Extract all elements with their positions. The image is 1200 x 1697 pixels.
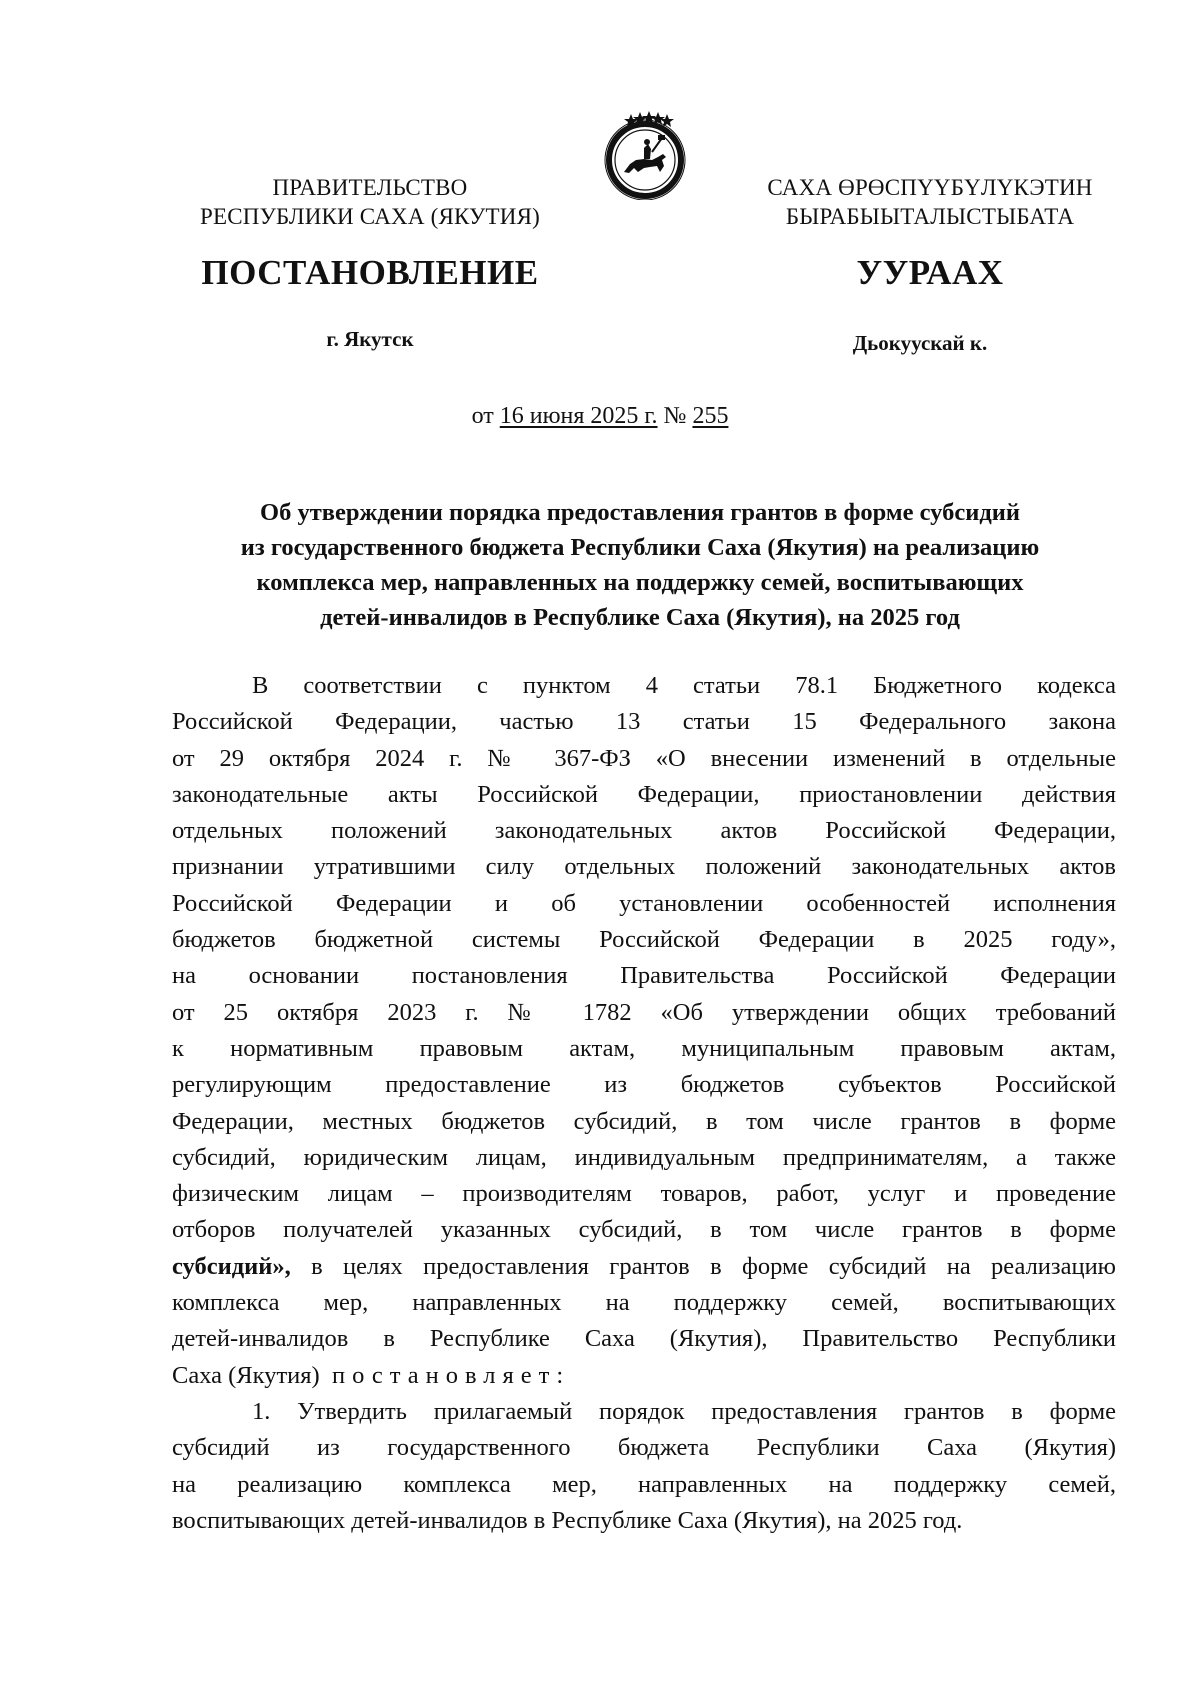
body-fragment: в целях предоставления грантов в форме субсидий на реализацию [290, 1252, 1116, 1280]
body-line: Федерации, местных бюджетов субсидий, в том числе грантов в форме [172, 1107, 1116, 1135]
header-right-line-2: БЫРАБЫЫТАЛЫСТЫБАТА [785, 204, 1075, 229]
document-number: 255 [692, 403, 729, 429]
body-line: от 29 октября 2024 г. № 367-ФЗ «О внесении изменений в отдельные [172, 744, 1116, 772]
body-line: воспитывающих детей-инвалидов в Республике Саха (Якутия), на 2025 год. [172, 1506, 963, 1534]
document-type-sah: УУРААХ [856, 253, 1004, 292]
header-right-sah [745, 173, 1115, 231]
city-sah: Дьокуускай к. [852, 331, 988, 355]
body-line: отдельных положений законодательных актов Российской Федерации, [172, 817, 1116, 845]
heading-line: Об утверждении порядка предоставления грантов в форме субсидий [260, 499, 1020, 526]
body-line: от 25 октября 2023 г. № 1782 «Об утверждении общих требований [172, 998, 1116, 1026]
body-fragment: Саха (Якутия) [172, 1361, 320, 1389]
city-ru: г. Якутск [326, 327, 414, 351]
number-sign: № [663, 403, 687, 429]
body-line: Российской Федерации, частью 13 статьи 15 Федерального закона [172, 708, 1116, 736]
body-line: 1. Утвердить прилагаемый порядок предоставления грантов в форме [252, 1397, 1116, 1425]
body-line: к нормативным правовым актам, муниципальным правовым актам, [172, 1034, 1116, 1062]
heading-line: из государственного бюджета Республики Саха (Якутия) на реализацию [240, 534, 1040, 561]
coat-of-arms-emblem [600, 110, 690, 200]
date-prefix: от [471, 403, 494, 429]
body-line: комплекса мер, направленных на поддержку семей, воспитывающих [172, 1289, 1116, 1317]
document-heading [160, 495, 1120, 635]
body-bold-fragment: субсидий», [172, 1252, 291, 1280]
body-line: законодательные акты Российской Федерации, приостановлении действия [172, 780, 1116, 808]
body-line: субсидий из государственного бюджета Республики Саха (Якутия) [172, 1434, 1116, 1462]
heading-line: комплекса мер, направленных на поддержку семей, воспитывающих [256, 569, 1024, 596]
body-line: В соответствии с пунктом 4 статьи 78.1 Бюджетного кодекса [252, 672, 1116, 699]
body-line: признании утратившими силу отдельных положений законодательных актов [172, 853, 1116, 881]
body-line: на реализацию комплекса мер, направленных на поддержку семей, [172, 1470, 1116, 1498]
header-left-line-1: ПРАВИТЕЛЬСТВО [272, 175, 468, 200]
body-line: субсидий, юридическим лицам, индивидуальным предпринимателям, а также [172, 1143, 1116, 1171]
header-left-line-2: РЕСПУБЛИКИ САХА (ЯКУТИЯ) [199, 204, 541, 229]
heading-line: детей-инвалидов в Республике Саха (Якутия), на 2025 год [320, 604, 960, 631]
body-line: бюджетов бюджетной системы Российской Федерации в 2025 году», [172, 926, 1116, 954]
body-line [172, 1358, 1116, 1394]
body-line: отборов получателей указанных субсидий, в том числе грантов в форме [172, 1216, 1116, 1244]
document-date: 16 июня 2025 г. [499, 403, 658, 429]
body-line [172, 1249, 1116, 1285]
document-body [172, 668, 1116, 1539]
body-line: регулирующим предоставление из бюджетов субъектов Российской [172, 1071, 1116, 1099]
body-line: физическим лицам – производителям товаров, работ, услуг и проведение [172, 1180, 1116, 1208]
header-left-ru [190, 173, 550, 231]
body-line: на основании постановления Правительства Российской Федерации [172, 962, 1116, 990]
body-line: детей-инвалидов в Республике Саха (Якутия), Правительство Республики [172, 1325, 1116, 1353]
header-right-line-1: САХА ӨРӨСПҮҮБҮЛҮКЭТИН [767, 175, 1093, 200]
document-date-line [0, 403, 1200, 430]
resolves-word: постановляет: [331, 1361, 571, 1389]
body-line: Российской Федерации и об установлении особенностей исполнения [172, 889, 1116, 917]
document-type-ru: ПОСТАНОВЛЕНИЕ [201, 253, 539, 292]
